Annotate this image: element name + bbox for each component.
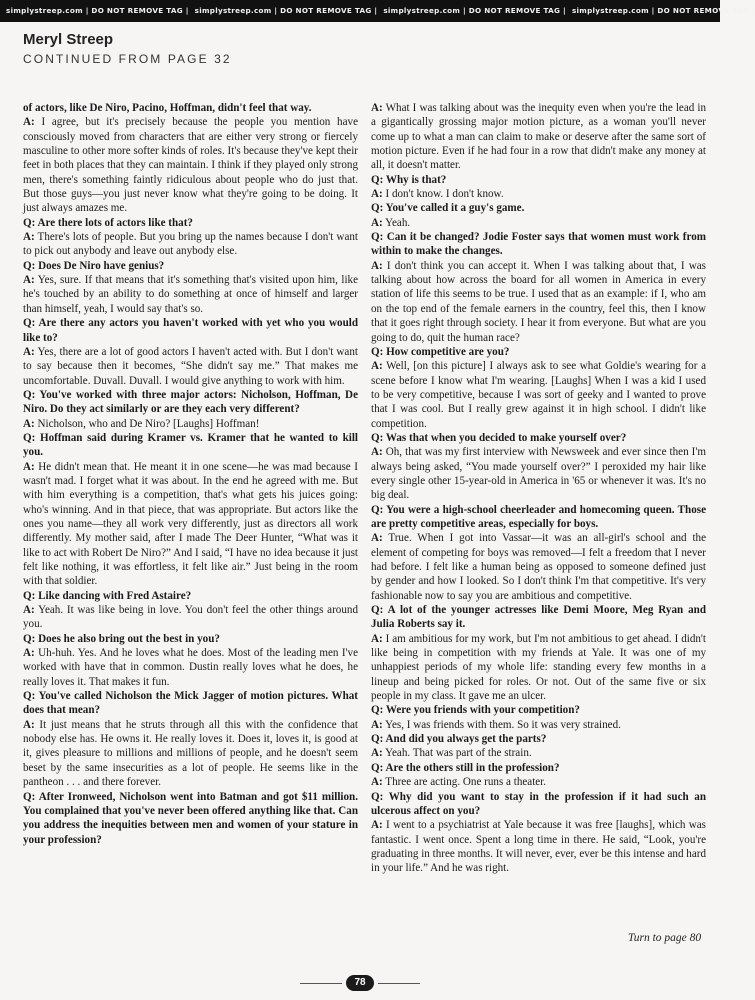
interview-question: Q: Can it be changed? Jodie Foster says that women must work from within to make the changes. (371, 231, 706, 258)
answer-label: A: (23, 274, 35, 287)
interview-answer (371, 259, 706, 345)
interview-answer (23, 273, 358, 316)
turn-to-page: Turn to page 80 (628, 932, 702, 944)
answer-label: A: (371, 532, 383, 545)
footer-rule (300, 983, 342, 984)
answer-text: Yes, I was friends with them. So it was very strained. (382, 718, 621, 731)
answer-text: True. When I got into Vassar—it was an all-girl's school and the element of competing for boys was removed—I felt a freedom that I never had before. I felt like a human being as opposed to someone defined just by gender and how I looked. So I don't think I'm that competitive. It's very fashionable now to say you are ambitious and competitive. (371, 532, 706, 602)
answer-text: Three are acting. One runs a theater. (382, 776, 547, 789)
answer-text: I am ambitious for my work, but I'm not ambitious to get ahead. I didn't like being in competition with my friends at Yale. It was one of my unhappiest periods of my whole life: standing every few months in a lineup and being picked for roles. Or not. Out of the same five or six people in my class. It gave me an ulcer. (371, 632, 706, 703)
answer-text: There's lots of people. But you bring up the names because I don't want to pick out anybody and leave out anybody else. (23, 231, 358, 258)
left-column (23, 101, 358, 847)
watermark-text: simplystreep.com | DO NOT REMOVE TAG | (6, 6, 189, 15)
answer-text: Oh, that was my first interview with Newsweek and ever since then I'm always being asked, “You made yourself over?” I peroxided my hair like every single other 15-year-old in America in '65 or whenever it was. It's no big deal. (371, 446, 706, 502)
interview-answer (23, 230, 358, 259)
watermark-bar (0, 0, 755, 22)
answer-text: Uh-huh. Yes. And he loves what he does. Most of the leading men I've worked with have that in common. Dustin really loves what he does, he really loves it. That makes it fun. (23, 647, 358, 688)
article-subject: Meryl Streep (23, 31, 114, 48)
answer-label: A: (371, 718, 383, 731)
interview-question: Q: You've called Nicholson the Mick Jagger of motion pictures. What does that mean? (23, 690, 358, 717)
answer-text: Yeah. It was like being in love. You don't feel the other things around you. (23, 604, 358, 631)
interview-answer (23, 345, 358, 388)
answer-text: Yeah. (382, 216, 411, 229)
answer-label: A: (23, 647, 35, 660)
answer-text: I agree, but it's precisely because the people you mention have consciously moved from characters that are either very strong or fiercely masculine to other more softer kinds of roles. It's because they've kept their feet in both places that they can maintain. I think if they played only strong men, there's something faintly ridiculous about people who do just that. But those guys—you just never know what they're going to be doing. It just always amazes me. (23, 116, 358, 215)
answer-label: A: (23, 345, 35, 358)
interview-question: Q: Hoffman said during Kramer vs. Kramer that he wanted to kill you. (23, 431, 358, 459)
interview-answer (371, 445, 706, 502)
interview-question: Q: Like dancing with Fred Astaire? (23, 589, 192, 602)
interview-answer (371, 101, 706, 173)
answer-text: I don't think you can accept it. When I was talking about that, I was talking about how across the board for all women in America in every station of life this seems to be true. I used that as an example: if I, who am on the top end of the female earners in the country, feel this, then I know that it goes right through society. I hear it from everyone. But what are you going to do, quit the human race? (371, 259, 706, 344)
page-number-footer (300, 974, 420, 992)
answer-label: A: (371, 188, 383, 201)
watermark-text: simplystreep.com | DO NOT REMOVE TAG | (571, 6, 755, 15)
answer-text: He didn't mean that. He meant it in one scene—he was mad because I wasn't mad. I forget what it was about. In the end he agreed with me. But with him everything is a competition, that's what gets his juices going: who's winning. And in that piece, that was appropriate. But actors like the ones you name—they all work very differently, just as directors all work differently. My mother said, after I made The Deer Hunter, “What was it like to act with Robert De Niro?” And I said, “I have no idea because it just felt like nothing, it was effortless, it felt like air.” Just being in the room with that soldier. (23, 460, 358, 588)
answer-label: A: (371, 360, 383, 373)
answer-text: Well, [on this picture] I always ask to see what Goldie's wearing for a scene before I know what I'm wearing. [Laughs] When I was a kid I used to be very competitive, because I was sort of geeky and I wanted to prove that I was cool. But I really grew against it in high school. I didn't like competition. (371, 360, 706, 430)
answer-text: I don't know. I don't know. (382, 188, 504, 201)
watermark-text: simplystreep.com | DO NOT REMOVE TAG | (194, 6, 378, 15)
interview-question: Q: Why is that? (371, 173, 447, 186)
answer-label: A: (23, 417, 35, 430)
answer-label: A: (371, 747, 383, 760)
answer-text: I went to a psychiatrist at Yale because it was free [laughs], which was fantastic. I went once. Spent a long time in there. He said, “Look, you're graduating in three months. It will never, ever, ever be this intense and hard in your life.” And he was right. (371, 819, 706, 875)
interview-question: Q: And did you always get the parts? (371, 733, 547, 746)
interview-answer (371, 216, 706, 230)
interview-answer (23, 460, 358, 589)
answer-label: A: (23, 231, 35, 244)
interview-question: of actors, like De Niro, Pacino, Hoffman, didn't feel that way. (23, 102, 312, 114)
answer-label: A: (371, 102, 383, 114)
answer-text: It just means that he struts through all this with the confidence that nobody else has. He owns it. He really loves it. Does it, loves it, is good at it, gives pleasure to millions and millions of people, and he doesn't seem beset by the same insecurities as a lot of people. He seems like in the pantheon . . . and there forever. (23, 718, 358, 789)
answer-label: A: (23, 116, 35, 129)
answer-text: Yes, sure. If that means that it's something that's visited upon him, like he's touched by an ability to do something at once of himself and larger than himself, yeah, I would say that's so. (23, 274, 358, 315)
interview-question: Q: You were a high-school cheerleader and homecoming queen. Those are pretty competitive areas, especially for boys. (371, 503, 706, 530)
answer-text: Yeah. That was part of the strain. (382, 747, 532, 760)
interview-question: Q: Why did you want to stay in the profession if it had such an ulcerous affect on you? (371, 790, 706, 817)
answer-label: A: (371, 632, 383, 645)
interview-answer (371, 746, 706, 760)
interview-answer (371, 359, 706, 431)
interview-answer (23, 115, 358, 215)
answer-label: A: (371, 819, 383, 832)
answer-text: Nicholson, who and De Niro? [Laughs] Hoffman! (34, 417, 260, 430)
answer-text: What I was talking about was the inequity even when you're the lead in a gigantically grossing major motion picture, as a woman you'll never come up to what a man can claim to make or deserve after the same sort of motion picture. Even if he had four in a row that didn't make any money at all, it doesn't matter. (371, 102, 706, 172)
interview-answer (23, 417, 358, 431)
answer-label: A: (23, 718, 35, 731)
right-column (371, 101, 706, 876)
interview-answer (371, 632, 706, 704)
page-number: 78 (346, 975, 374, 991)
answer-label: A: (371, 259, 383, 272)
interview-question: Q: A lot of the younger actresses like Demi Moore, Meg Ryan and Julia Roberts say it. (371, 604, 706, 631)
answer-label: A: (23, 460, 35, 473)
footer-rule (378, 983, 420, 984)
interview-question: Q: Does he also bring out the best in you? (23, 632, 220, 645)
watermark-text: simplystreep.com | DO NOT REMOVE TAG | (383, 6, 566, 15)
interview-question: Q: How competitive are you? (371, 345, 510, 358)
interview-answer (23, 646, 358, 689)
answer-text: Yes, there are a lot of good actors I haven't acted with. But I don't want to say because then it becomes, “She didn't say me.” That makes me uncomfortable. Duvall. Duvall. I would give anything to work with him. (23, 345, 358, 387)
interview-question: Q: Does De Niro have genius? (23, 259, 165, 272)
interview-question: Q: After Ironweed, Nicholson went into Batman and got $11 million. You complained that you've never been offered anything like that. Can you address the inequities between men and women of your stature in your profession? (23, 790, 358, 846)
interview-question: Q: Was that when you decided to make yourself over? (371, 431, 627, 444)
interview-question: Q: You've called it a guy's game. (371, 202, 525, 215)
interview-question: Q: Were you friends with your competition? (371, 704, 580, 717)
interview-question: Q: Are there any actors you haven't worked with yet who you would like to? (23, 317, 358, 344)
continued-from: CONTINUED FROM PAGE 32 (23, 52, 232, 66)
interview-answer (371, 718, 706, 732)
interview-question: Q: Are there lots of actors like that? (23, 216, 193, 229)
answer-label: A: (371, 446, 383, 459)
interview-answer (371, 775, 706, 789)
interview-answer (23, 718, 358, 790)
interview-answer (371, 531, 706, 603)
interview-answer (371, 187, 706, 201)
answer-label: A: (371, 776, 383, 789)
answer-label: A: (23, 604, 35, 617)
interview-question: Q: Are the others still in the profession? (371, 761, 560, 774)
interview-question: Q: You've worked with three major actors: Nicholson, Hoffman, De Niro. Do they act similarly or are they each very different? (23, 388, 358, 416)
interview-answer (23, 603, 358, 632)
answer-label: A: (371, 216, 383, 229)
interview-answer (371, 818, 706, 875)
